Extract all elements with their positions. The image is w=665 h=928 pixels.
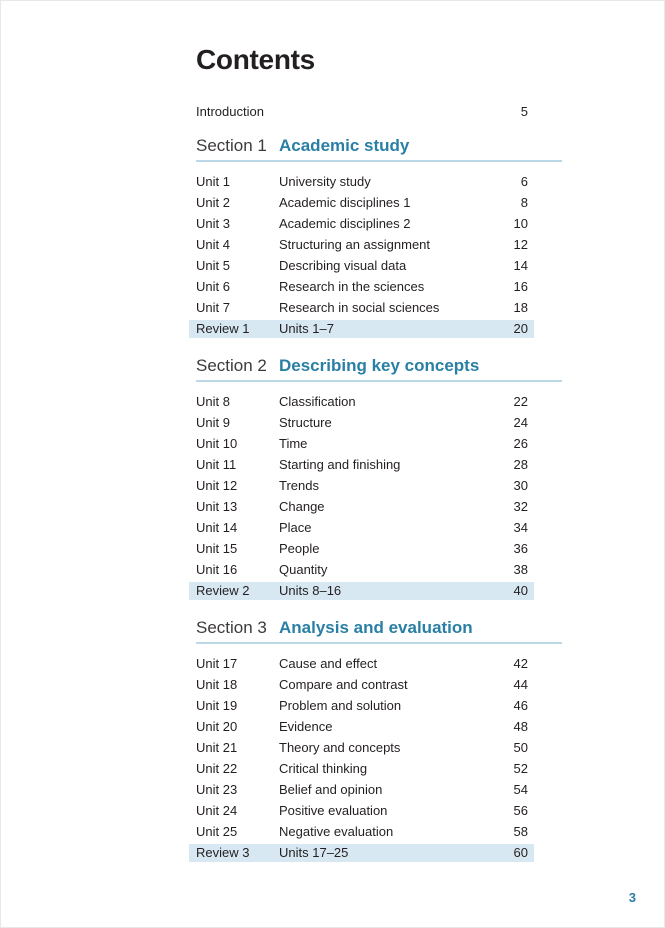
section-rule — [196, 380, 562, 382]
unit-page-number: 16 — [513, 278, 528, 294]
toc-row — [196, 276, 528, 297]
unit-label: Unit 14 — [196, 519, 238, 535]
unit-title: Quantity — [279, 561, 328, 577]
section-2-header — [196, 356, 562, 376]
unit-label: Unit 13 — [196, 498, 238, 514]
toc-row — [196, 821, 528, 842]
section-label: Section 2 — [196, 355, 267, 375]
unit-title: Starting and finishing — [279, 456, 401, 472]
toc-row — [196, 737, 528, 758]
unit-title: Structure — [279, 414, 332, 430]
unit-label: Unit 6 — [196, 278, 230, 294]
unit-title: Academic disciplines 1 — [279, 194, 411, 210]
unit-title: University study — [279, 173, 371, 189]
toc-row — [196, 391, 528, 412]
toc-row — [196, 171, 528, 192]
toc-row — [196, 538, 528, 559]
unit-page-number: 58 — [513, 823, 528, 839]
unit-label: Unit 23 — [196, 781, 238, 797]
unit-title: Evidence — [279, 718, 333, 734]
unit-page-number: 6 — [520, 173, 528, 189]
unit-label: Unit 7 — [196, 299, 230, 315]
unit-label: Unit 1 — [196, 173, 230, 189]
toc-row — [196, 779, 528, 800]
unit-page-number: 56 — [513, 802, 528, 818]
unit-title: Change — [279, 498, 325, 514]
unit-title: Classification — [279, 393, 356, 409]
toc-row — [196, 695, 528, 716]
intro-label: Introduction — [196, 104, 264, 120]
review-title: Units 1–7 — [279, 321, 334, 337]
review-title: Units 8–16 — [279, 583, 342, 599]
unit-title: Structuring an assignment — [279, 236, 431, 252]
unit-title: Trends — [279, 477, 319, 493]
unit-label: Unit 18 — [196, 676, 238, 692]
unit-label: Unit 22 — [196, 760, 238, 776]
toc-row-introduction — [196, 103, 528, 121]
unit-title: Research in social sciences — [279, 299, 440, 315]
unit-page-number: 38 — [513, 561, 528, 577]
section-3 — [196, 618, 562, 862]
unit-page-number: 8 — [520, 194, 528, 210]
unit-title: Academic disciplines 2 — [279, 215, 411, 231]
section-2 — [196, 356, 562, 600]
unit-label: Unit 12 — [196, 477, 238, 493]
contents-body — [196, 45, 562, 862]
unit-page-number: 46 — [513, 697, 528, 713]
unit-label: Unit 20 — [196, 718, 238, 734]
toc-row — [196, 213, 528, 234]
unit-title: Problem and solution — [279, 697, 402, 713]
unit-page-number: 12 — [513, 236, 528, 252]
unit-label: Unit 16 — [196, 561, 238, 577]
unit-label: Unit 10 — [196, 435, 238, 451]
unit-page-number: 14 — [513, 257, 528, 273]
unit-page-number: 24 — [513, 414, 528, 430]
unit-label: Unit 4 — [196, 236, 230, 252]
unit-label: Unit 11 — [196, 456, 237, 472]
toc-row — [196, 234, 528, 255]
toc-row — [196, 454, 528, 475]
unit-label: Unit 8 — [196, 393, 230, 409]
toc-row — [196, 475, 528, 496]
review-row — [189, 320, 534, 338]
section-1 — [196, 136, 562, 338]
toc-row — [196, 496, 528, 517]
toc-row — [196, 517, 528, 538]
unit-page-number: 54 — [513, 781, 528, 797]
unit-page-number: 42 — [513, 655, 528, 671]
unit-page-number: 48 — [513, 718, 528, 734]
review-label: Review 3 — [196, 845, 250, 861]
toc-row — [196, 559, 528, 580]
section-label: Section 3 — [196, 617, 267, 637]
review-row — [189, 844, 534, 862]
section-3-header — [196, 618, 562, 638]
review-label: Review 1 — [196, 321, 250, 337]
unit-page-number: 26 — [513, 435, 528, 451]
page-title: Contents — [196, 44, 315, 75]
unit-page-number: 28 — [513, 456, 528, 472]
unit-label: Unit 19 — [196, 697, 238, 713]
unit-page-number: 44 — [513, 676, 528, 692]
section-title: Describing key concepts — [279, 355, 480, 375]
unit-page-number: 52 — [513, 760, 528, 776]
unit-page-number: 22 — [513, 393, 528, 409]
unit-title: Belief and opinion — [279, 781, 383, 797]
unit-title: People — [279, 540, 320, 556]
review-page-number: 60 — [513, 845, 528, 861]
intro-page-number: 5 — [520, 104, 528, 120]
unit-page-number: 18 — [513, 299, 528, 315]
unit-page-number: 34 — [513, 519, 528, 535]
unit-page-number: 10 — [513, 215, 528, 231]
toc-row — [196, 255, 528, 276]
section-title: Academic study — [279, 135, 410, 155]
section-rule — [196, 642, 562, 644]
section-1-header — [196, 136, 562, 156]
unit-title: Negative evaluation — [279, 823, 394, 839]
review-title: Units 17–25 — [279, 845, 349, 861]
unit-page-number: 36 — [513, 540, 528, 556]
unit-title: Time — [279, 435, 308, 451]
unit-title: Critical thinking — [279, 760, 368, 776]
unit-label: Unit 3 — [196, 215, 230, 231]
unit-title: Describing visual data — [279, 257, 407, 273]
section-label: Section 1 — [196, 135, 267, 155]
unit-title: Research in the sciences — [279, 278, 425, 294]
unit-page-number: 30 — [513, 477, 528, 493]
review-label: Review 2 — [196, 583, 250, 599]
toc-row — [196, 192, 528, 213]
review-page-number: 40 — [513, 583, 528, 599]
section-title: Analysis and evaluation — [279, 617, 473, 637]
toc-row — [196, 716, 528, 737]
toc-row — [196, 674, 528, 695]
unit-title: Cause and effect — [279, 655, 378, 671]
toc-row — [196, 412, 528, 433]
unit-title: Compare and contrast — [279, 676, 408, 692]
toc-row — [196, 297, 528, 318]
unit-label: Unit 25 — [196, 823, 238, 839]
toc-row — [196, 653, 528, 674]
unit-title: Positive evaluation — [279, 802, 388, 818]
toc-row — [196, 758, 528, 779]
footer-page-number: 3 — [628, 890, 636, 905]
unit-label: Unit 24 — [196, 802, 238, 818]
toc-row — [196, 800, 528, 821]
unit-title: Place — [279, 519, 312, 535]
unit-label: Unit 21 — [196, 739, 238, 755]
review-page-number: 20 — [513, 321, 528, 337]
toc-row — [196, 433, 528, 454]
unit-page-number: 32 — [513, 498, 528, 514]
unit-title: Theory and concepts — [279, 739, 401, 755]
section-rule — [196, 160, 562, 162]
unit-page-number: 50 — [513, 739, 528, 755]
unit-label: Unit 5 — [196, 257, 230, 273]
review-row — [189, 582, 534, 600]
unit-label: Unit 15 — [196, 540, 238, 556]
unit-label: Unit 9 — [196, 414, 230, 430]
unit-label: Unit 2 — [196, 194, 230, 210]
unit-label: Unit 17 — [196, 655, 238, 671]
